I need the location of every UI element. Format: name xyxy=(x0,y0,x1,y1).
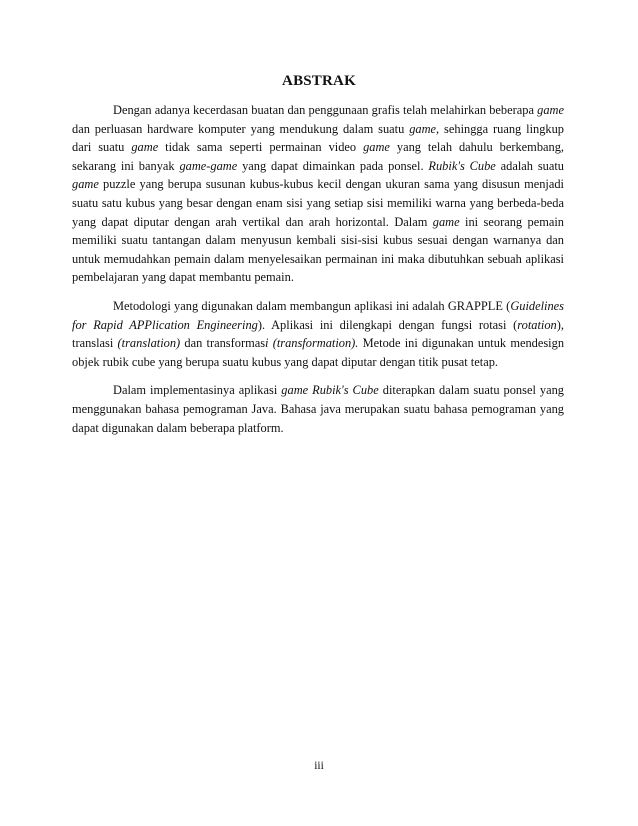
page-number: iii xyxy=(314,760,324,772)
text-run: sehingga ruang lingkup dari suatu xyxy=(72,121,564,155)
abstract-paragraph-2 xyxy=(72,297,564,371)
italic-text-run: game xyxy=(432,214,460,229)
text-run: Metode ini digunakan untuk mendesign objek rubik cube yang berupa suatu kubus yang dapat diputar dengan titik pusat tetap. xyxy=(72,336,565,369)
text-run: adalah suatu xyxy=(495,158,564,173)
italic-text-run: game xyxy=(537,103,564,117)
text-run: ), translasi xyxy=(72,317,564,351)
text-run: ini seorang pemain memiliki suatu tantangan dalam menyusun kembali sisi-sisi kubus sesuai dengan warnanya dan untuk memudahkan pemain dalam menyelesaikan permainan ini maka dibutuhkan sebuah aplikasi pembelajaran yang dapat membantu pemain. xyxy=(72,214,564,285)
text-run: yang dapat dimainkan pada ponsel. xyxy=(237,158,429,173)
italic-text-run: i (transformation). xyxy=(265,336,359,351)
italic-text-run: game, xyxy=(409,121,440,136)
text-run: dan transformas xyxy=(180,336,266,351)
text-run: Dengan adanya kecerdasan buatan dan penggunaan grafis telah melahirkan beberapa xyxy=(113,103,538,117)
text-run: Metodologi yang digunakan dalam membangun aplikasi ini adalah GRAPPLE ( xyxy=(113,298,511,313)
italic-text-run: game xyxy=(363,140,390,155)
italic-text-run: game-game xyxy=(179,158,238,173)
italic-text-run: Rubik's Cube xyxy=(428,158,496,173)
italic-text-run: game xyxy=(131,140,159,155)
text-run: tidak sama seperti permainan video xyxy=(158,140,364,155)
text-run: yang telah dahulu berkembang, sekarang ini banyak xyxy=(72,140,565,173)
text-run: puzzle yang berupa susunan kubus-kubus kecil dengan ukuran sama yang disusun menjadi suatu satu kubus yang besar dengan enam sisi yang setiap sisi memiliki warna yang berbeda-beda yang dapat diputar dengan arah vertikal dan arah horizontal. Dalam xyxy=(72,177,564,229)
italic-text-run: Guidelines for Rapid APPlication Engineering xyxy=(72,298,564,332)
italic-text-run: game xyxy=(72,177,99,192)
page-title: ABSTRAK xyxy=(282,73,356,89)
italic-text-run: (translation) xyxy=(117,336,181,351)
text-run: Dalam implementasinya aplikasi xyxy=(113,383,282,398)
abstract-paragraph-3 xyxy=(72,381,564,437)
text-run: dan perluasan hardware komputer yang mendukung dalam suatu xyxy=(72,121,410,136)
text-run: diterapkan dalam suatu ponsel yang menggunakan bahasa pemograman Java. Bahasa java merupakan suatu bahasa pemograman yang dapat digunakan dalam beberapa platform. xyxy=(72,383,564,435)
abstract-paragraph-1 xyxy=(72,101,564,287)
abstract-body xyxy=(72,101,564,447)
italic-text-run: game Rubik's Cube xyxy=(281,383,379,398)
text-run: ). Aplikasi ini dilengkapi dengan fungsi rotasi ( xyxy=(257,317,518,332)
italic-text-run: rotation xyxy=(517,317,557,332)
